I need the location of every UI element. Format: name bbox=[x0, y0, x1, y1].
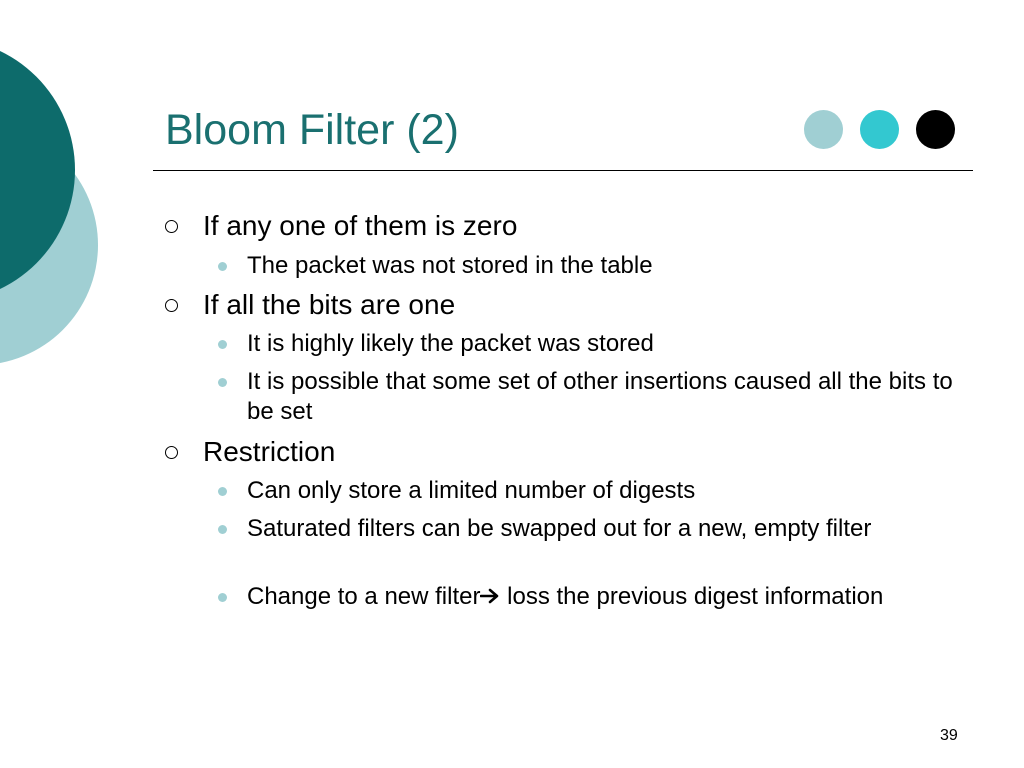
bullet-item: If any one of them is zero bbox=[203, 210, 518, 241]
slide-title: Bloom Filter (2) bbox=[165, 106, 459, 154]
title-dots-decoration bbox=[804, 110, 955, 149]
hollow-circle-bullet-icon bbox=[165, 220, 178, 233]
sub-bullet-item: Saturated filters can be swapped out for a new, empty filter bbox=[247, 515, 872, 542]
dot-bullet-icon bbox=[218, 340, 227, 349]
sub-bullet-item: The packet was not stored in the table bbox=[247, 252, 653, 279]
sub-bullet-text-after-arrow: loss the previous digest information bbox=[500, 583, 884, 610]
bullet-item: Restriction bbox=[203, 436, 336, 467]
hollow-circle-bullet-icon bbox=[165, 446, 178, 459]
dot-bullet-icon bbox=[218, 593, 227, 602]
title-divider bbox=[153, 170, 973, 171]
dot-bullet-icon bbox=[218, 525, 227, 534]
black-dot bbox=[916, 110, 955, 149]
dot-bullet-icon bbox=[218, 378, 227, 387]
right-arrow-icon bbox=[480, 587, 500, 605]
background-circles-decoration bbox=[0, 0, 110, 410]
sub-bullet-item: It is possible that some set of other insertions caused all the bits to be set bbox=[247, 368, 953, 425]
sub-bullet-item bbox=[247, 582, 967, 612]
sub-bullet-item: It is highly likely the packet was stored bbox=[247, 330, 654, 357]
bullet-item: If all the bits are one bbox=[203, 289, 456, 320]
sub-bullet-text-before-arrow: Change to a new filter bbox=[247, 583, 481, 610]
hollow-circle-bullet-icon bbox=[165, 299, 178, 312]
dot-bullet-icon bbox=[218, 262, 227, 271]
page-number: 39 bbox=[940, 727, 958, 744]
sub-bullet-item: Can only store a limited number of digests bbox=[247, 477, 696, 504]
cyan-dot bbox=[860, 110, 899, 149]
dot-bullet-icon bbox=[218, 487, 227, 496]
light-teal-dot bbox=[804, 110, 843, 149]
